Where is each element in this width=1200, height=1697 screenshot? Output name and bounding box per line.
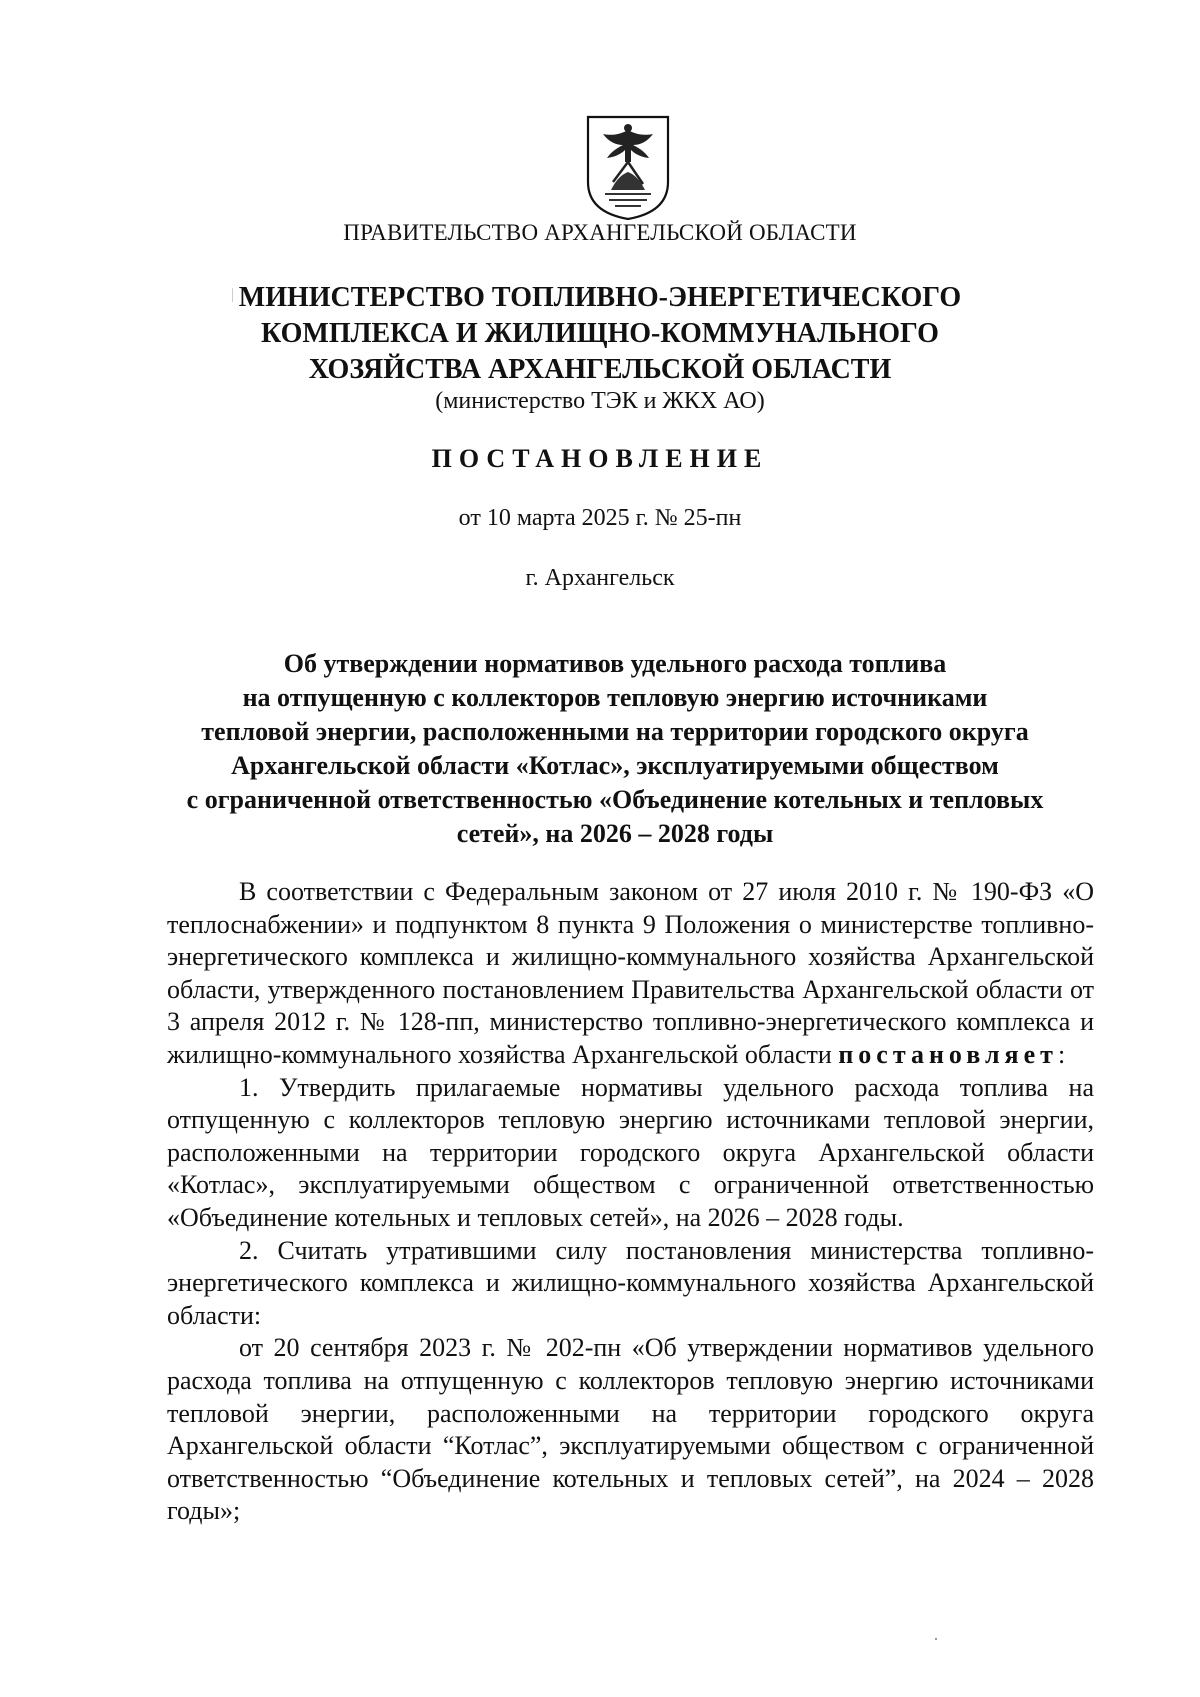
item-1: 1. Утвердить прилагаемые нормативы удельного расхода топлива на отпущенную с коллекторов тепловую энергию источниками тепловой энергии, расположенными на территории городского округа Архангельской области «Котлас», эксплуатируемыми обществом с ограниченной ответственностью «Объединение котельных и тепловых сетей», на 2026 – 2028 годы. <box>167 1072 1094 1232</box>
title-line: Архангельской области «Котлас», эксплуатируемыми обществом <box>231 751 999 780</box>
ministry-name <box>100 280 1100 388</box>
ministry-line: КОМПЛЕКСА И ЖИЛИЩНО-КОММУНАЛЬНОГО <box>261 318 939 349</box>
ministry-short-name: (министерство ТЭК и ЖКХ АО) <box>435 388 765 414</box>
scan-speck <box>935 1638 937 1640</box>
decree-colon: : <box>1057 1039 1066 1069</box>
government-name: ПРАВИТЕЛЬСТВО АРХАНГЕЛЬСКОЙ ОБЛАСТИ <box>343 220 857 245</box>
coat-of-arms-icon <box>583 112 673 222</box>
scan-speck <box>232 288 233 302</box>
document-city: г. Архангельск <box>525 565 675 591</box>
item-2: 2. Считать утратившими силу постановления министерства топливно-энергетического комплекса и жилищно-коммунального хозяйства Архангельской области: <box>167 1235 1094 1330</box>
preamble-paragraph <box>167 876 1094 1072</box>
document-body <box>167 876 1094 1528</box>
document-title <box>150 647 1080 851</box>
document-type: ПОСТАНОВЛЕНИЕ <box>431 444 769 473</box>
ministry-line: МИНИСТЕРСТВО ТОПЛИВНО-ЭНЕРГЕТИЧЕСКОГО <box>238 282 962 313</box>
item-2-sub-1: от 20 сентября 2023 г. № 202-пн «Об утверждении нормативов удельного расхода топлива на отпущенную с коллекторов тепловую энергию источниками тепловой энергии, расположенными на территории городского округа Архангельской области “Котлас”, эксплуатируемыми обществом с ограниченной ответственностью “Объединение котельных и тепловых сетей”, на 2024 – 2028 годы»; <box>167 1333 1094 1526</box>
decree-word: постановляет <box>838 1039 1058 1069</box>
title-line: тепловой энергии, расположенными на территории городского округа <box>201 717 1029 746</box>
title-line: сетей», на 2026 – 2028 годы <box>456 819 774 848</box>
document-date-number: от 10 марта 2025 г. № 25-пн <box>458 505 742 531</box>
preamble-text: В соответствии с Федеральным законом от 27 июля 2010 г. № 190-ФЗ «О теплоснабжении» и подпунктом 8 пункта 9 Положения о министерстве топливно-энергетического комплекса и жилищно-коммунального хозяйства Архангельской области, утвержденного постановлением Правительства Архангельской области от 3 апреля 2012 г. № 128-пп, министерство топливно-энергетического комплекса и жилищно-коммунального хозяйства Архангельской области <box>167 877 1094 1069</box>
title-line: Об утверждении нормативов удельного расхода топлива <box>283 649 947 678</box>
ministry-line: ХОЗЯЙСТВА АРХАНГЕЛЬСКОЙ ОБЛАСТИ <box>308 354 892 385</box>
title-line: с ограниченной ответственностью «Объединение котельных и тепловых <box>186 785 1044 814</box>
title-line: на отпущенную с коллекторов тепловую энергию источниками <box>242 683 988 712</box>
